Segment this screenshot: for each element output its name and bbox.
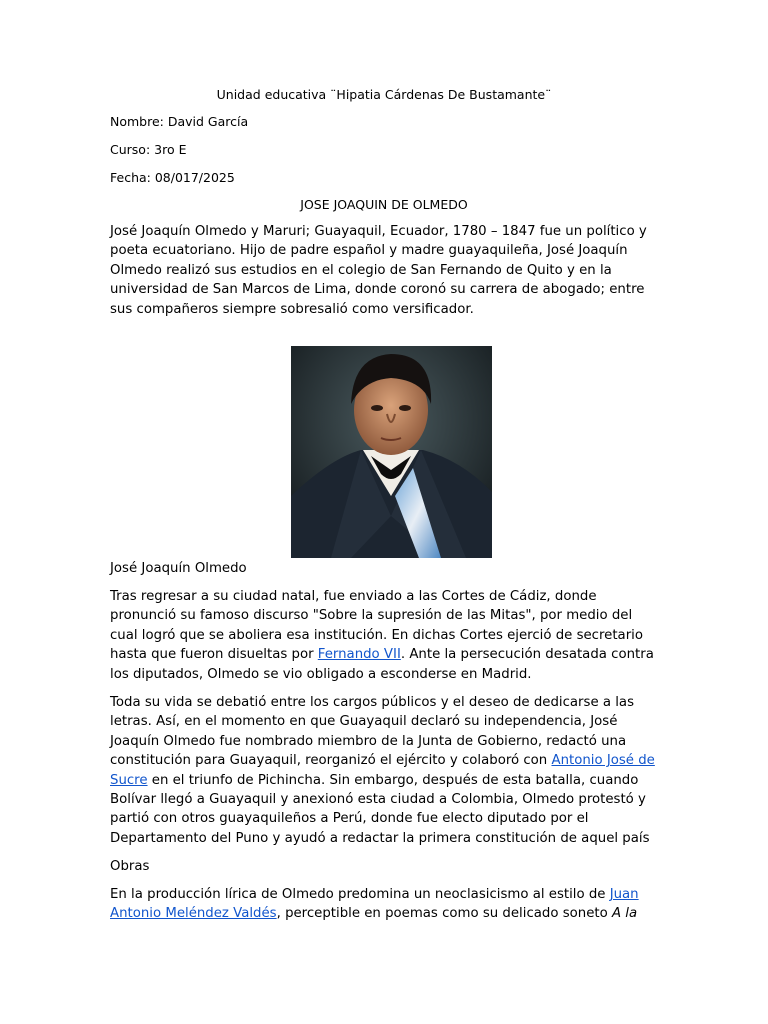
career-text-before: Toda su vida se debatió entre los cargos públicos y el deseo de dedicarse a las letras. Así, en el momento en que Guayaquil declaró su independencia, José Joaquín Olmedo fue nombrado miembro de la Junta de Gobierno, redactó una constitución para Guayaquil, reorganizó el ejército y colaboró con [110,695,634,769]
obras-heading: Obras [110,859,150,874]
document-title: JOSE JOAQUIN DE OLMEDO [300,197,468,212]
obras-paragraph [110,885,660,924]
cadiz-paragraph [110,587,660,684]
date-line: Fecha: 08/017/2025 [110,170,235,185]
school-heading: Unidad educativa ¨Hipatia Cárdenas De Bustamante¨ [216,87,552,102]
poem-title-italic: A la [611,906,638,922]
obras-heading-block [110,857,660,876]
obras-text-after: , perceptible en poemas como su delicado soneto [276,906,612,922]
cadiz-text [110,587,660,684]
cadiz-text-before: Tras regresar a su ciudad natal, fue enviado a las Cortes de Cádiz, donde pronunció su famoso discurso "Sobre la supresión de las Mitas", por medio del cual logró que se aboliera esa institución. En dichas Cortes ejerció de secretario hasta que fueron disueltas por [110,589,644,663]
obras-text [110,885,660,924]
career-text-after: en el triunfo de Pichincha. Sin embargo, después de esta batalla, cuando Bolívar llegó a Guayaquil y anexionó esta ciudad a Colombia, Olmedo protestó y partió con otros guayaquileños a Perú, donde fue electo diputado por el Departamento del Puno y ayudó a redactar la primera constitución de aquel país [110,772,650,846]
intro-paragraph [110,222,660,319]
career-paragraph [110,693,660,848]
obras-text-before: En la producción lírica de Olmedo predomina un neoclasicismo al estilo de [110,887,610,902]
sucre-link[interactable]: Antonio José de Sucre [110,753,655,788]
intro-text: José Joaquín Olmedo y Maruri; Guayaquil, Ecuador, 1780 – 1847 fue un político y poeta ecuatoriano. Hijo de padre español y madre guayaquileña, José Joaquín Olmedo realizó sus estudios en el colegio de San Fernando de Quito y en la universidad de San Marcos de Lima, donde coronó su carrera de abogado; entre sus compañeros siempre sobresalió como versificador. [110,224,647,317]
student-name: Nombre: David García [110,114,249,129]
career-text [110,693,660,848]
portrait-image [291,346,492,558]
course-line: Curso: 3ro E [110,142,187,157]
cadiz-text-after: . Ante la persecución desatada contra los diputados, Olmedo se vio obligado a esconderse en Madrid. [110,647,654,682]
portrait-caption: José Joaquín Olmedo [110,561,247,576]
fernando-vii-link[interactable]: Fernando VII [317,647,401,663]
portrait-caption-block [110,559,660,578]
melendez-valdes-link[interactable]: Juan Antonio Meléndez Valdés [110,887,639,922]
